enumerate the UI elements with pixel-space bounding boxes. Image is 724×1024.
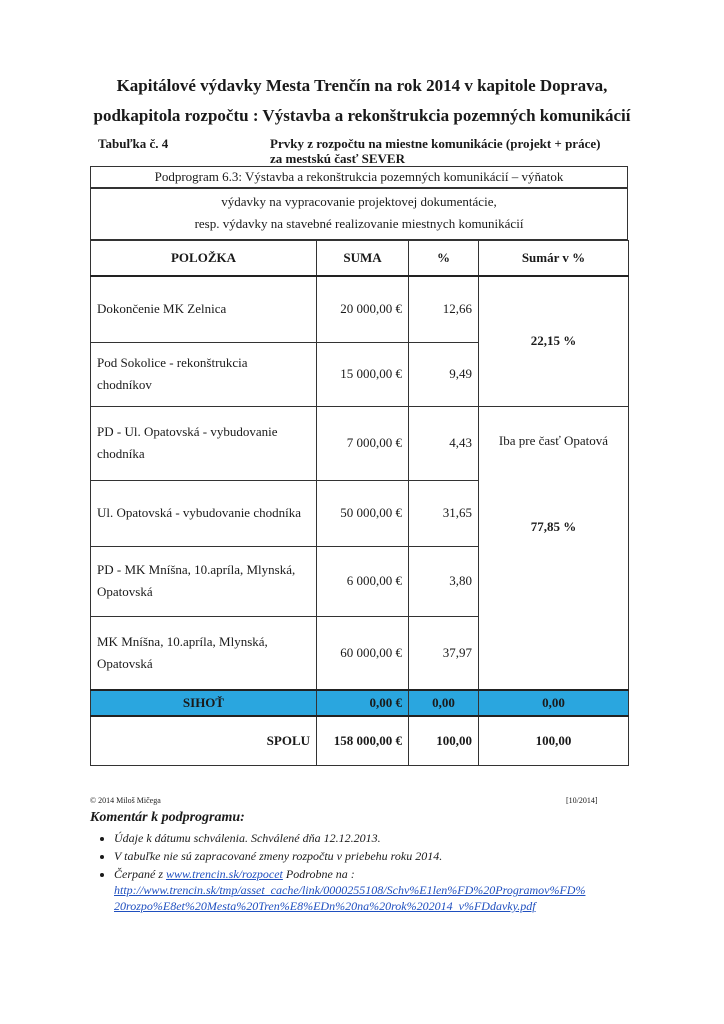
table-row: [91, 406, 629, 480]
total-summary: 100,00: [479, 716, 629, 766]
row-item: Dokončenie MK Zelnica: [91, 276, 317, 342]
comments-heading: Komentár k podprogramu:: [90, 810, 245, 825]
sihot-row: [91, 690, 629, 716]
row-amount: 6 000,00 €: [317, 546, 409, 616]
budget-table: [90, 240, 629, 766]
row-item: PD - MK Mníšna, 10.apríla, Mlynská, Opatovská: [91, 546, 317, 616]
note3-suffix: Podrobne na :: [285, 867, 355, 881]
summary-group2: [479, 406, 629, 690]
sihot-label: SIHOŤ: [91, 690, 317, 716]
sihot-amount: 0,00 €: [317, 690, 409, 716]
table-row: [91, 276, 629, 342]
document-title-line2: podkapitola rozpočtu : Výstavba a rekonštrukcia pozemných komunikácií: [93, 106, 631, 125]
summary-group2-value: 77,85 %: [530, 518, 577, 534]
trencin-rozpocet-link[interactable]: www.trencin.sk/rozpocet: [166, 867, 283, 881]
comments-list: [96, 830, 634, 916]
row-amount: 60 000,00 €: [317, 616, 409, 690]
row-item: Ul. Opatovská - vybudovanie chodníka: [91, 480, 317, 546]
row-percent: 31,65: [409, 480, 479, 546]
sihot-percent: 0,00: [409, 690, 479, 716]
list-item: • Údaje k dátumu schválenia. Schválené dňa 12.12.2013.: [114, 830, 634, 846]
table-description-line1: Prvky z rozpočtu na miestne komunikácie (projekt + práce): [270, 136, 601, 151]
row-amount: 20 000,00 €: [317, 276, 409, 342]
list-item: • V tabuľke nie sú zapracované zmeny rozpočtu v priebehu roku 2014.: [114, 848, 634, 864]
summary-group1: 22,15 %: [479, 276, 629, 406]
row-percent: 12,66: [409, 276, 479, 342]
copyright-note: © 2014 Miloš Mičega: [90, 796, 161, 805]
col-header-amount: SUMA: [317, 241, 409, 277]
row-amount: 7 000,00 €: [317, 406, 409, 480]
total-row: [91, 716, 629, 766]
note3-prefix: Čerpané z: [114, 867, 163, 881]
date-code: [10/2014]: [566, 796, 598, 805]
subprogram-desc-line1: výdavky na vypracovanie projektovej dokumentácie,: [221, 194, 497, 209]
table-description-line2: za mestskú časť SEVER: [270, 151, 405, 166]
table-number-label: Tabuľka č. 4: [98, 136, 169, 151]
list-item: [114, 866, 634, 914]
row-percent: 37,97: [409, 616, 479, 690]
table-header-row: [91, 241, 629, 277]
row-item: MK Mníšna, 10.apríla, Mlynská, Opatovská: [91, 616, 317, 690]
row-amount: 15 000,00 €: [317, 342, 409, 406]
total-label: SPOLU: [91, 716, 317, 766]
row-percent: 3,80: [409, 546, 479, 616]
subprogram-desc-line2: resp. výdavky na stavebné realizovanie miestnych komunikácií: [194, 216, 524, 231]
subprogram-title: Podprogram 6.3: Výstavba a rekonštrukcia pozemných komunikácií – výňatok: [154, 169, 564, 184]
total-percent: 100,00: [409, 716, 479, 766]
table-description: [270, 136, 630, 166]
summary-note: Iba pre časť Opatová: [498, 432, 609, 448]
sihot-summary: 0,00: [479, 690, 629, 716]
url-line1: http://www.trencin.sk/tmp/asset_cache/link/0000255108/Schv%E1len%FD%20Programov%FD%: [114, 883, 586, 897]
row-item: PD - Ul. Opatovská - vybudovanie chodníka: [91, 406, 317, 480]
row-amount: 50 000,00 €: [317, 480, 409, 546]
col-header-item: POLOŽKA: [91, 241, 317, 277]
row-percent: 9,49: [409, 342, 479, 406]
row-item: Pod Sokolice - rekonštrukcia chodníkov: [91, 342, 317, 406]
col-header-percent: %: [409, 241, 479, 277]
total-amount: 158 000,00 €: [317, 716, 409, 766]
document-title-line1: Kapitálové výdavky Mesta Trenčín na rok 2014 v kapitole Doprava,: [116, 76, 608, 95]
url-line2: 20rozpo%E8et%20Mesta%20Tren%E8%EDn%20na%20rok%202014_v%FDdavky.pdf: [114, 899, 536, 913]
row-percent: 4,43: [409, 406, 479, 480]
col-header-summary: Sumár v %: [479, 241, 629, 277]
document-url-link[interactable]: [114, 883, 585, 913]
